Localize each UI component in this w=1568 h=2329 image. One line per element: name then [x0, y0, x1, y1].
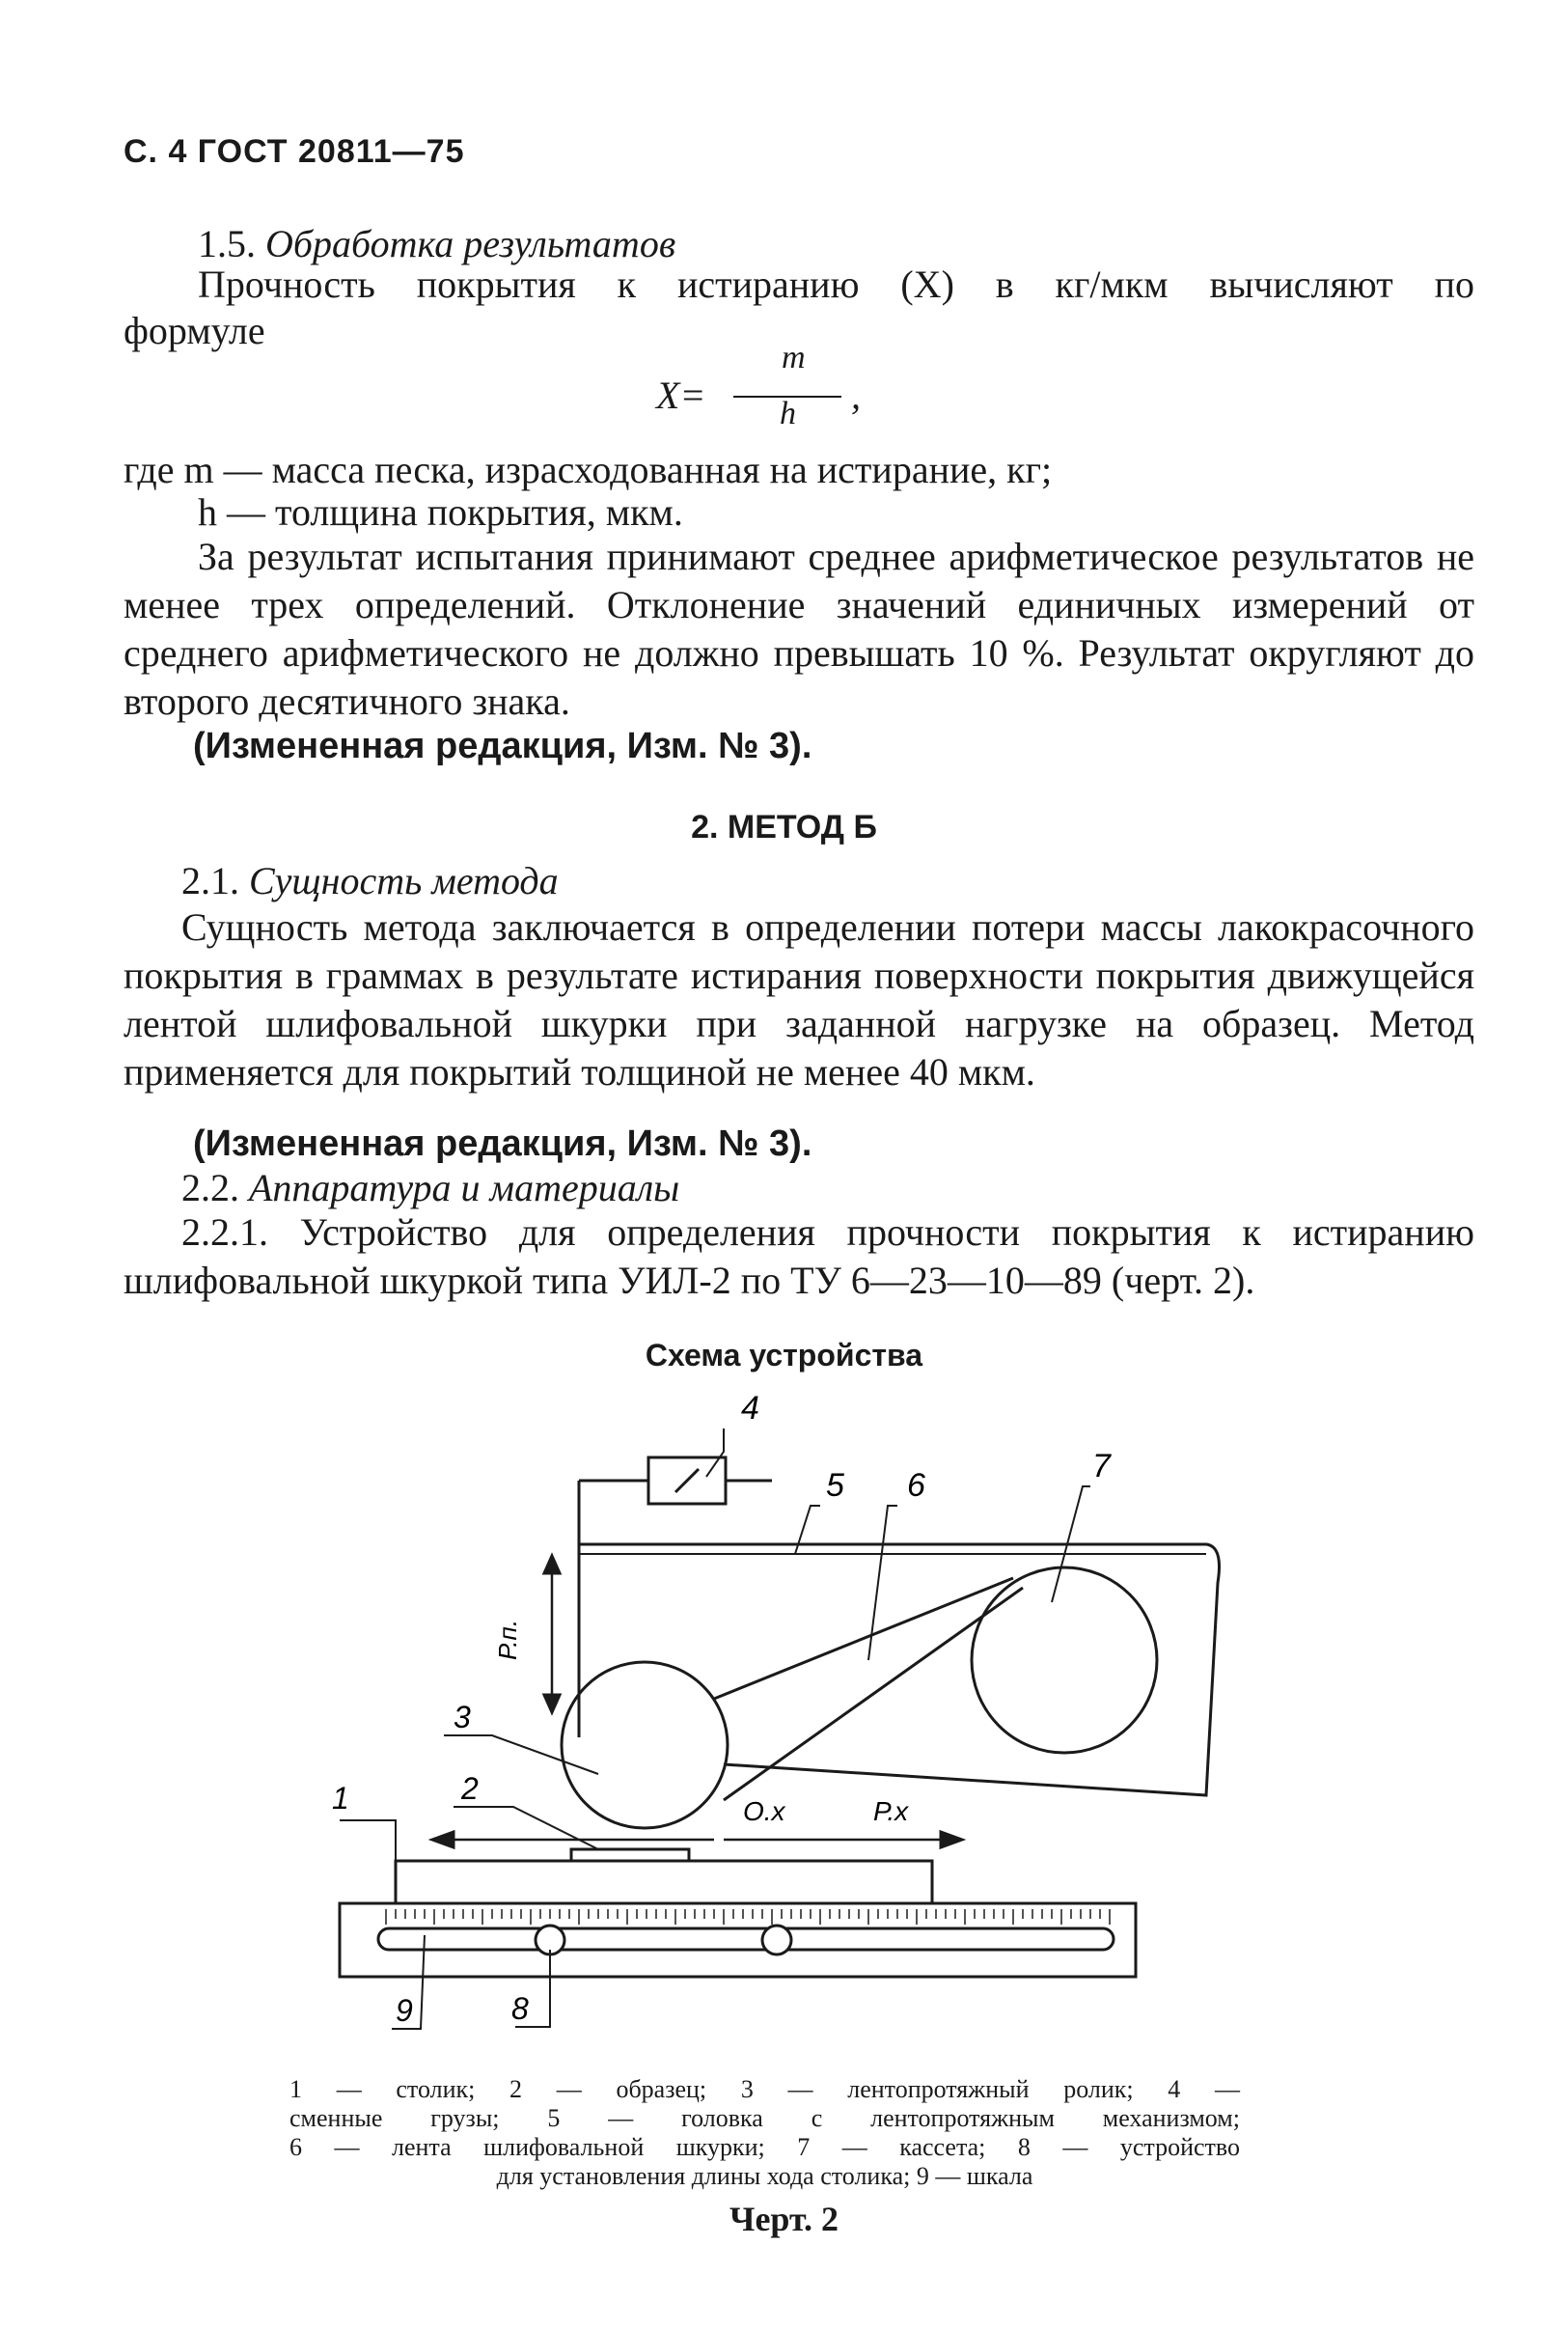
head-housing: [579, 1544, 1220, 1795]
px-arrow-head: [941, 1832, 962, 1847]
roller: [562, 1662, 728, 1828]
belt-upper: [714, 1578, 1013, 1699]
where-h: h — толщина покрытия, мкм.: [198, 490, 683, 534]
formula-tail: ,: [851, 374, 861, 417]
caption-line-3: 6 — лента шлифовальной шкурки; 7 — кассета; 8 — устройство: [289, 2133, 1240, 2161]
pn-arrow-head-down: [544, 1695, 560, 1712]
sample: [571, 1849, 689, 1861]
section-1-5-number: 1.5.: [198, 222, 256, 265]
caption-line-4: для установления длины хода столика; 9 — шкала: [496, 2162, 1033, 2190]
label-2: 2: [461, 1771, 479, 1806]
formula-numerator: m: [782, 340, 806, 375]
leader-5: [795, 1506, 820, 1554]
caption-line-2: сменные грузы; 5 — головка с лентопротяжным механизмом;: [289, 2104, 1240, 2132]
section-2-1-number: 2.1.: [181, 859, 239, 902]
intro-line-2: формуле: [124, 309, 265, 352]
caption-line-1: 1 — столик; 2 — образец; 3 — лентопротяжный ролик; 4 —: [289, 2075, 1240, 2103]
pn-arrow-head-up: [544, 1556, 560, 1573]
scale-ticks: [386, 1909, 1110, 1925]
label-3: 3: [454, 1700, 471, 1734]
label-6: 6: [907, 1467, 925, 1504]
section-2-1-text: Сущность метода заключается в определении потери массы лакокрасочного покрытия в граммах в результате истирания поверхности покрытия движущейся лентой шлифовальной шкурки при заданной нагрузке на образец. Метод применяется для покрытий толщиной не менее 40 мкм.: [124, 905, 1474, 1094]
page-header: С. 4 ГОСТ 20811—75: [124, 133, 465, 170]
where-m: где m — масса песка, израсходованная на истирание, кг;: [124, 448, 1053, 491]
section-2-title: 2. МЕТОД Б: [691, 809, 877, 846]
label-pn: Р.п.: [493, 1619, 522, 1660]
label-9: 9: [396, 1993, 413, 2028]
ox-arrow-head: [432, 1832, 454, 1847]
figure-title: Схема устройства: [645, 1338, 923, 1372]
leader-4: [706, 1428, 724, 1477]
leader-2: [454, 1807, 598, 1849]
label-8: 8: [511, 1991, 529, 2026]
leader-1: [340, 1820, 396, 1861]
cassette: [972, 1567, 1157, 1753]
intro-line-1: Прочность покрытия к истиранию (X) в кг/мкм вычисляют по: [198, 263, 1474, 306]
scale-base: [340, 1903, 1136, 1977]
label-7: 7: [1092, 1448, 1111, 1484]
figure-number: Черт. 2: [729, 2200, 839, 2238]
edit-note-1: (Измененная редакция, Изм. № 3).: [193, 726, 812, 766]
label-4: 4: [741, 1390, 759, 1427]
leader-3: [444, 1735, 598, 1774]
formula-denominator: h: [780, 396, 796, 431]
label-5: 5: [826, 1467, 844, 1504]
label-px: Р.х: [873, 1796, 909, 1826]
weights-inner-line: [675, 1469, 699, 1492]
section-2-2-number: 2.2.: [181, 1166, 239, 1209]
scale-slot: [378, 1928, 1114, 1950]
stop-right: [762, 1926, 791, 1955]
formula-lhs: X=: [656, 374, 706, 417]
edit-note-2: (Измененная редакция, Изм. № 3).: [193, 1123, 812, 1164]
section-2-1-title: Сущность метода: [249, 859, 559, 902]
leader-6: [868, 1506, 897, 1660]
label-1: 1: [332, 1781, 349, 1816]
section-2-2-title: Аппаратура и материалы: [249, 1166, 680, 1209]
result-paragraph: За результат испытания принимают среднее арифметическое результатов не менее трех определений. Отклонение значений единичных измерений от среднего арифметического не должно превышать 10 %. Результат округляют до второго десятичного знака.: [124, 535, 1474, 723]
section-1-5-title: Обработка результатов: [265, 222, 676, 265]
section-2-2-1-text: 2.2.1. Устройство для определения прочности покрытия к истиранию шлифовальной шкуркой типа УИЛ-2 по ТУ 6—23—10—89 (черт. 2).: [124, 1210, 1474, 1302]
label-ox: О.х: [743, 1796, 785, 1826]
table: [396, 1861, 932, 1903]
